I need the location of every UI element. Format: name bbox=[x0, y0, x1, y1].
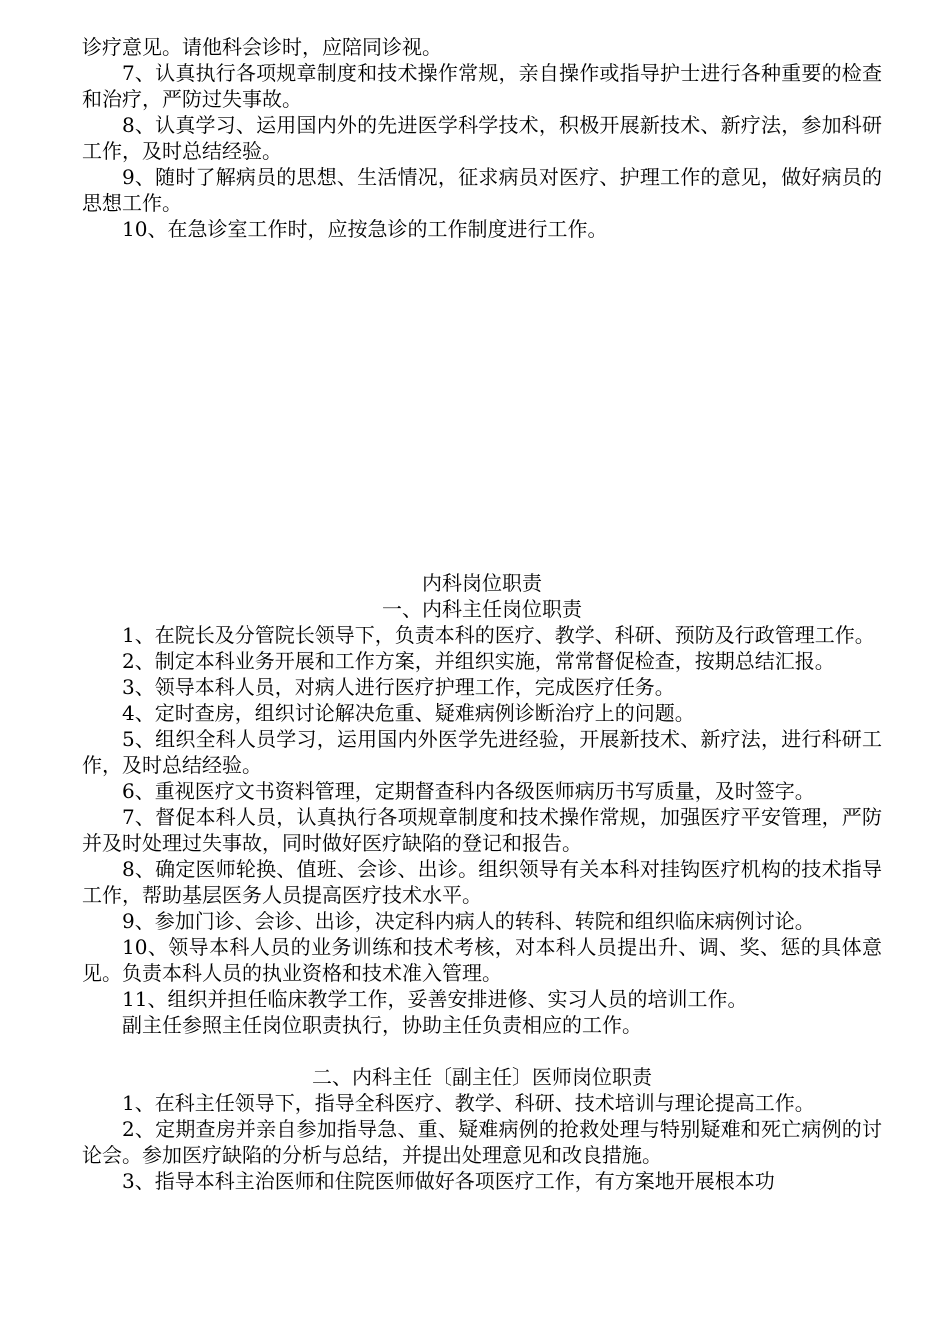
paragraph: 8、认真学习、运用国内外的先进医学科学技术，积极开展新技术、新疗法，参加科研工作，及时总结经验。 bbox=[82, 113, 882, 163]
list-item: 3、领导本科人员，对病人进行医疗护理工作，完成医疗任务。 bbox=[122, 675, 675, 699]
subsection-title: 一、内科主任岗位职责 bbox=[382, 597, 582, 621]
list-item: 11、组织并担任临床教学工作，妥善安排进修、实习人员的培训工作。 bbox=[122, 987, 748, 1011]
paragraph: 诊疗意见。请他科会诊时，应陪同诊视。 bbox=[82, 35, 442, 59]
list-item: 9、参加门诊、会诊、出诊，决定科内病人的转科、转院和组织临床病例讨论。 bbox=[122, 909, 815, 933]
list-item: 4、定时查房，组织讨论解决危重、疑难病例诊断治疗上的问题。 bbox=[122, 701, 695, 725]
section-title: 内科岗位职责 bbox=[422, 571, 542, 595]
paragraph: 10、在急诊室工作时，应按急诊的工作制度进行工作。 bbox=[122, 217, 608, 241]
internal-medicine-section bbox=[82, 570, 882, 1194]
blank-line bbox=[82, 1038, 882, 1064]
list-item: 副主任参照主任岗位职责执行，协助主任负责相应的工作。 bbox=[122, 1013, 642, 1037]
paragraph: 9、随时了解病员的思想、生活情况，征求病员对医疗、护理工作的意见，做好病员的思想工作。 bbox=[82, 165, 882, 215]
list-item: 5、组织全科人员学习，运用国内外医学先进经验，开展新技术、新疗法，进行科研工作，及时总结经验。 bbox=[82, 727, 882, 777]
list-item: 1、在科主任领导下，指导全科医疗、教学、科研、技术培训与理论提高工作。 bbox=[122, 1091, 815, 1115]
list-item: 7、督促本科人员，认真执行各项规章制度和技术操作常规，加强医疗平安管理，严防并及时处理过失事故，同时做好医疗缺陷的登记和报告。 bbox=[82, 805, 882, 855]
continued-duties-block bbox=[82, 34, 882, 242]
list-item: 2、定期查房并亲自参加指导急、重、疑难病例的抢救处理与特别疑难和死亡病例的讨论会。参加医疗缺陷的分析与总结，并提出处理意见和改良措施。 bbox=[82, 1117, 882, 1167]
paragraph: 7、认真执行各项规章制度和技术操作常规，亲自操作或指导护士进行各种重要的检查和治疗，严防过失事故。 bbox=[82, 61, 882, 111]
list-item: 6、重视医疗文书资料管理，定期督查科内各级医师病历书写质量，及时签字。 bbox=[122, 779, 815, 803]
list-item: 10、领导本科人员的业务训练和技术考核，对本科人员提出升、调、奖、惩的具体意见。负责本科人员的执业资格和技术准入管理。 bbox=[82, 935, 882, 985]
subsection-title: 二、内科主任〔副主任〕医师岗位职责 bbox=[312, 1065, 652, 1089]
list-item: 1、在院长及分管院长领导下，负责本科的医疗、教学、科研、预防及行政管理工作。 bbox=[122, 623, 875, 647]
list-item: 3、指导本科主治医师和住院医师做好各项医疗工作，有方案地开展根本功 bbox=[122, 1169, 775, 1193]
list-item: 8、确定医师轮换、值班、会诊、出诊。组织领导有关本科对挂钩医疗机构的技术指导工作，帮助基层医务人员提高医疗技术水平。 bbox=[82, 857, 882, 907]
list-item: 2、制定本科业务开展和工作方案，并组织实施，常常督促检查，按期总结汇报。 bbox=[122, 649, 835, 673]
